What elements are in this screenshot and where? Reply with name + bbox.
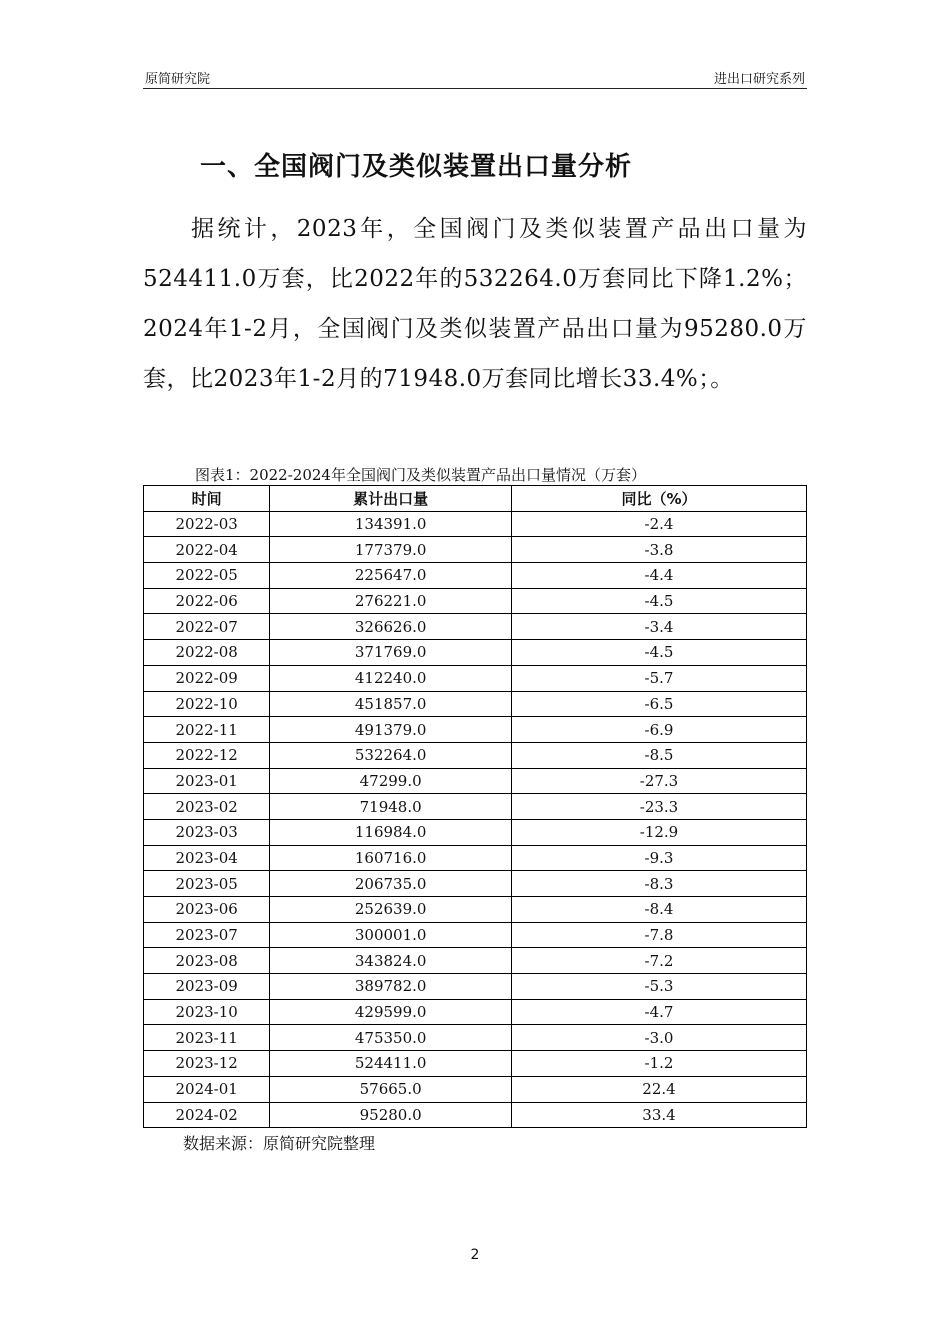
cell-cumulative-export: 371769.0 — [270, 640, 512, 666]
header-cumulative-export: 累计出口量 — [270, 486, 512, 512]
table-row — [144, 845, 807, 871]
cell-yoy: -5.3 — [511, 974, 806, 1000]
cell-cumulative-export: 225647.0 — [270, 563, 512, 589]
table-row — [144, 614, 807, 640]
cell-cumulative-export: 160716.0 — [270, 845, 512, 871]
source-note: 数据来源：原简研究院整理 — [183, 1134, 376, 1153]
cell-time: 2023-07 — [144, 922, 270, 948]
cell-yoy: -3.0 — [511, 1025, 806, 1051]
cell-time: 2023-10 — [144, 999, 270, 1025]
cell-time: 2022-07 — [144, 614, 270, 640]
cell-yoy: 33.4 — [511, 1102, 806, 1128]
cell-time: 2022-11 — [144, 717, 270, 743]
cell-yoy: -3.8 — [511, 537, 806, 563]
cell-yoy: -3.4 — [511, 614, 806, 640]
table-row — [144, 588, 807, 614]
cell-yoy: 22.4 — [511, 1076, 806, 1102]
table-row — [144, 768, 807, 794]
cell-yoy: -7.8 — [511, 922, 806, 948]
cell-cumulative-export: 116984.0 — [270, 819, 512, 845]
header-time: 时间 — [144, 486, 270, 512]
table-row — [144, 1102, 807, 1128]
table-row — [144, 1025, 807, 1051]
cell-cumulative-export: 177379.0 — [270, 537, 512, 563]
header-series: 进出口研究系列 — [713, 72, 805, 87]
cell-time: 2022-05 — [144, 563, 270, 589]
cell-cumulative-export: 475350.0 — [270, 1025, 512, 1051]
cell-yoy: -5.7 — [511, 665, 806, 691]
table-row — [144, 511, 807, 537]
cell-cumulative-export: 71948.0 — [270, 794, 512, 820]
cell-time: 2023-04 — [144, 845, 270, 871]
cell-yoy: -4.7 — [511, 999, 806, 1025]
cell-time: 2022-10 — [144, 691, 270, 717]
header-yoy: 同比（%） — [511, 486, 806, 512]
table-body — [144, 511, 807, 1128]
cell-time: 2023-12 — [144, 1051, 270, 1077]
cell-cumulative-export: 412240.0 — [270, 665, 512, 691]
cell-time: 2023-02 — [144, 794, 270, 820]
cell-cumulative-export: 57665.0 — [270, 1076, 512, 1102]
body-paragraph: 据统计，2023年，全国阀门及类似装置产品出口量为524411.0万套，比2022年的532264.0万套同比下降1.2%；2024年1-2月，全国阀门及类似装置产品出口量为95280.0万套，比2023年1-2月的71948.0万套同比增长33.4%；。 — [143, 216, 807, 392]
table-row — [144, 717, 807, 743]
table-caption: 图表1：2022-2024年全国阀门及类似装置产品出口量情况（万套） — [195, 466, 646, 484]
table-row — [144, 999, 807, 1025]
cell-time: 2023-11 — [144, 1025, 270, 1051]
cell-yoy: -8.3 — [511, 871, 806, 897]
table-row — [144, 691, 807, 717]
table-row — [144, 922, 807, 948]
cell-cumulative-export: 451857.0 — [270, 691, 512, 717]
cell-cumulative-export: 326626.0 — [270, 614, 512, 640]
cell-cumulative-export: 95280.0 — [270, 1102, 512, 1128]
cell-time: 2023-03 — [144, 819, 270, 845]
cell-cumulative-export: 206735.0 — [270, 871, 512, 897]
cell-cumulative-export: 134391.0 — [270, 511, 512, 537]
cell-time: 2023-01 — [144, 768, 270, 794]
cell-yoy: -2.4 — [511, 511, 806, 537]
cell-time: 2023-08 — [144, 948, 270, 974]
cell-cumulative-export: 343824.0 — [270, 948, 512, 974]
cell-time: 2023-05 — [144, 871, 270, 897]
cell-yoy: -12.9 — [511, 819, 806, 845]
cell-cumulative-export: 276221.0 — [270, 588, 512, 614]
cell-cumulative-export: 252639.0 — [270, 897, 512, 923]
table-row — [144, 742, 807, 768]
header-publisher: 原简研究院 — [145, 72, 211, 87]
cell-time: 2022-09 — [144, 665, 270, 691]
table-row — [144, 563, 807, 589]
export-volume-table — [143, 485, 807, 1128]
cell-cumulative-export: 429599.0 — [270, 999, 512, 1025]
cell-cumulative-export: 524411.0 — [270, 1051, 512, 1077]
table-row — [144, 897, 807, 923]
table-row — [144, 537, 807, 563]
cell-cumulative-export: 389782.0 — [270, 974, 512, 1000]
cell-cumulative-export: 491379.0 — [270, 717, 512, 743]
cell-cumulative-export: 47299.0 — [270, 768, 512, 794]
table-row — [144, 1076, 807, 1102]
cell-time: 2023-06 — [144, 897, 270, 923]
table-row — [144, 640, 807, 666]
table-row — [144, 794, 807, 820]
section-title: 一、全国阀门及类似装置出口量分析 — [200, 152, 633, 182]
cell-time: 2022-03 — [144, 511, 270, 537]
table-row — [144, 871, 807, 897]
cell-cumulative-export: 300001.0 — [270, 922, 512, 948]
cell-time: 2024-01 — [144, 1076, 270, 1102]
table-header-row — [144, 486, 807, 512]
cell-time: 2022-12 — [144, 742, 270, 768]
cell-cumulative-export: 532264.0 — [270, 742, 512, 768]
cell-yoy: -4.5 — [511, 588, 806, 614]
table-row — [144, 948, 807, 974]
cell-yoy: -4.4 — [511, 563, 806, 589]
page-header — [143, 66, 807, 89]
cell-yoy: -23.3 — [511, 794, 806, 820]
table-row — [144, 1051, 807, 1077]
table-row — [144, 665, 807, 691]
cell-time: 2022-08 — [144, 640, 270, 666]
cell-time: 2022-06 — [144, 588, 270, 614]
cell-time: 2023-09 — [144, 974, 270, 1000]
cell-yoy: -6.5 — [511, 691, 806, 717]
cell-yoy: -7.2 — [511, 948, 806, 974]
cell-yoy: -8.4 — [511, 897, 806, 923]
table-row — [144, 819, 807, 845]
cell-time: 2022-04 — [144, 537, 270, 563]
table-row — [144, 974, 807, 1000]
cell-yoy: -8.5 — [511, 742, 806, 768]
cell-yoy: -9.3 — [511, 845, 806, 871]
cell-yoy: -6.9 — [511, 717, 806, 743]
cell-yoy: -27.3 — [511, 768, 806, 794]
cell-time: 2024-02 — [144, 1102, 270, 1128]
cell-yoy: -4.5 — [511, 640, 806, 666]
page-number: 2 — [470, 1247, 480, 1263]
cell-yoy: -1.2 — [511, 1051, 806, 1077]
